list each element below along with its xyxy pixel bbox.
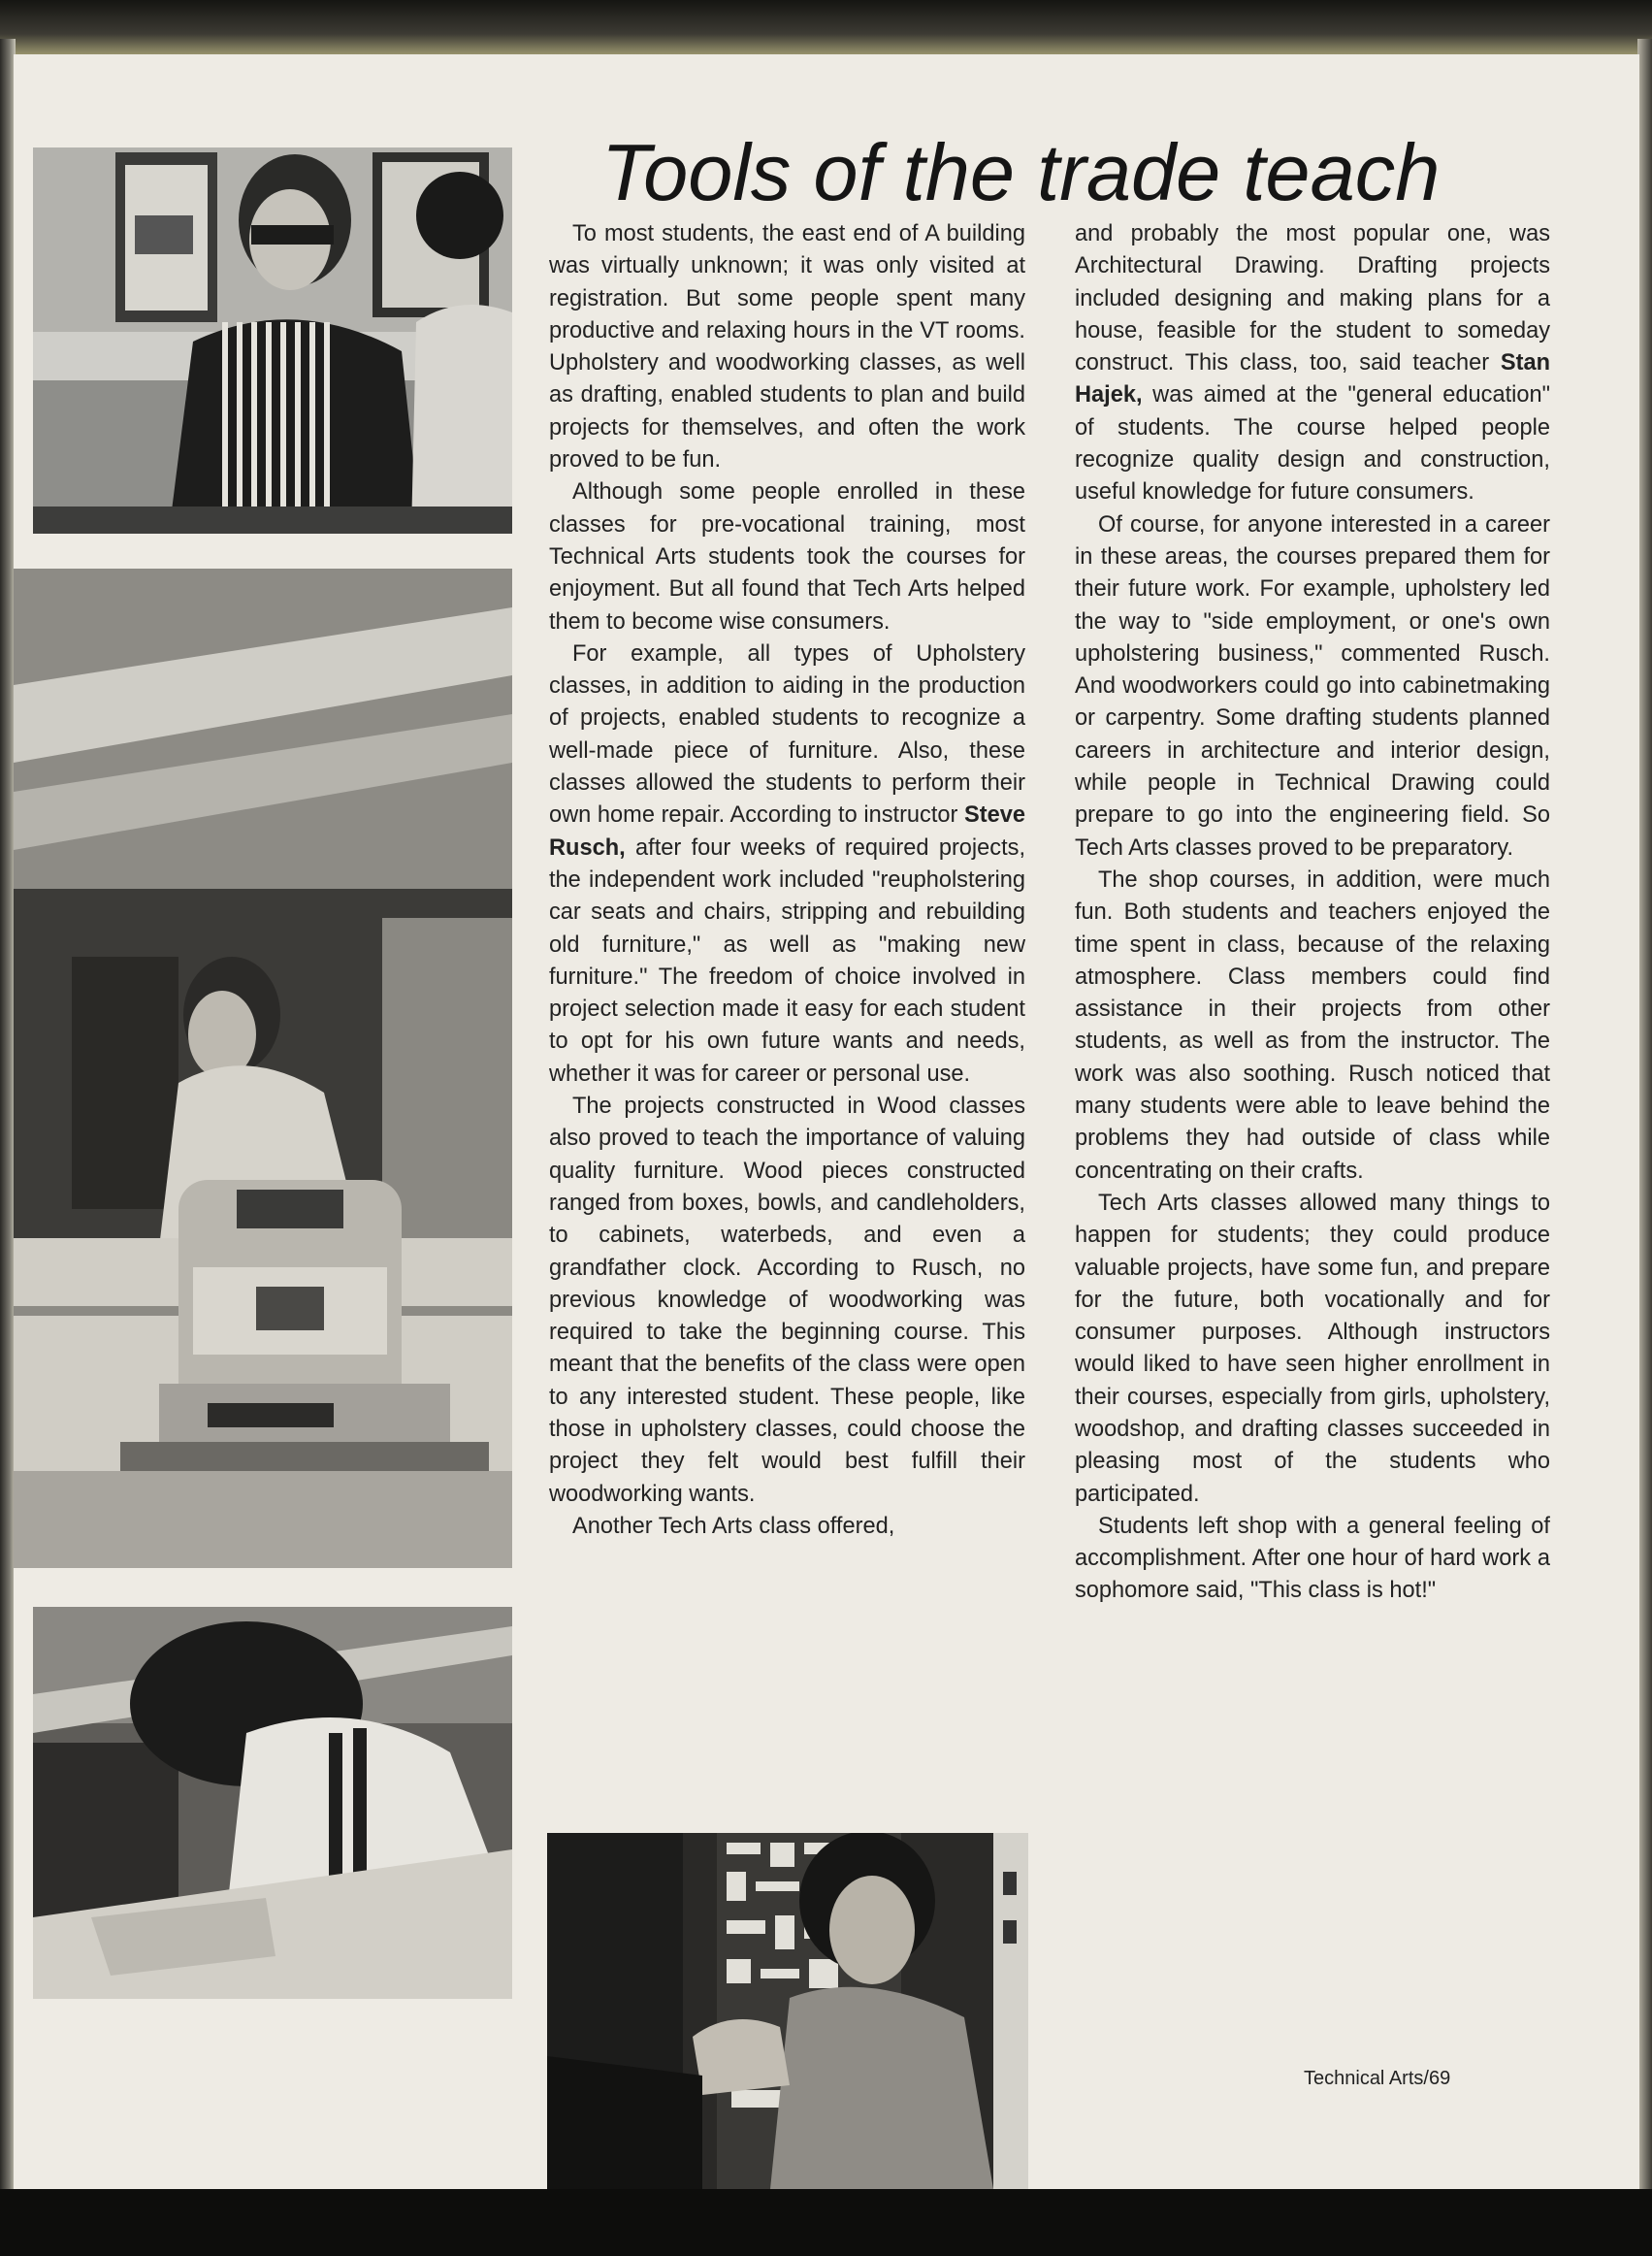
paragraph: Of course, for anyone interested in a career in these areas, the courses prepared them for their future work. For example, upholstery led the way to "side employment, or one's own upholstering business," commented Rusch. And woodworkers could go into cabinetmaking or carpentry. Some drafting students planned careers in architecture and interior design, while people in Technical Drawing could prepare to go into the engineering field. So Tech Arts classes proved to be preparatory.: [1075, 511, 1550, 861]
teacher-name: Stan Hajek,: [1075, 350, 1550, 409]
scan-bottom-border: [0, 2189, 1652, 2256]
scan-top-border: [0, 0, 1652, 56]
paragraph: Tech Arts classes allowed many things to happen for students; they could produce valuable projects, have some fun, and prepare for the future, both vocationally and for consumer purposes. Although instructors would liked to have seen higher enrollment in their courses, especially from girls, upholstery, woodshop, and drafting classes succeeded in pleasing most of the students who participated.: [1075, 1190, 1550, 1507]
yearbook-page: [14, 54, 1639, 2189]
photo-apron-student: [33, 147, 512, 534]
photo-drafting-student-image: [33, 1607, 512, 1999]
paragraph-text: after four weeks of required projects, the independent work included "reupholstering car seats and chairs, stripping and rebuilding old furniture," as well as "making new furniture." The freedom of choice involved in project selection made it easy for each student to opt for his own future wants and needs, whether it was for career or personal use.: [549, 834, 1025, 1087]
paragraph: To most students, the east end of A building was virtually unknown; it was only visited at registration. But some people spent many productive and relaxing hours in the VT rooms. Upholstery and woodworking classes, as well as drafting, enabled students to plan and build projects for themselves, and often the work proved to be fun.: [549, 221, 1025, 474]
photo-drafting-student: [33, 1607, 512, 1999]
paragraph: Although some people enrolled in these classes for pre-vocational training, most Technical Arts students took the courses for enjoyment. But all found that Tech Arts helped them to become wise consumers.: [549, 479, 1025, 635]
instructor-name: Steve Rusch,: [549, 802, 1025, 861]
photo-workbench-student: [547, 1833, 1028, 2189]
paragraph-text: and probably the most popular one, was Architectural Drawing. Drafting projects included designing and making plans for a house, feasible for the student to someday construct. This class, too, said teacher: [1075, 221, 1550, 376]
page-title: Tools of the trade teach: [601, 127, 1441, 217]
paragraph-text: was aimed at the "general education" of students. The course helped people recognize quality design and construction, useful knowledge for future consumers.: [1075, 382, 1550, 506]
photo-workbench-student-image: [547, 1833, 1028, 2189]
paragraph: Students left shop with a general feeling of accomplishment. After one hour of hard work a sophomore said, "This class is hot!": [1075, 1513, 1550, 1604]
photo-sander-worker: [14, 569, 512, 1568]
photo-sander-worker-image: [14, 569, 512, 1568]
photo-apron-student-image: [33, 147, 512, 534]
paragraph-text: For example, all types of Upholstery classes, in addition to aiding in the production of projects, enabled students to recognize a well-made piece of furniture. Also, these classes allowed the students to perform their own home repair. According to instructor: [549, 640, 1025, 829]
paragraph: [1075, 218, 1550, 509]
paragraph: The projects constructed in Wood classes also proved to teach the importance of valuing quality furniture. Wood pieces constructed ranged from boxes, bowls, and candleholders, to cabinets, waterbeds, and even a grandfather clock. According to Rusch, no previous knowledge of woodworking was required to take the beginning course. This meant that the benefits of the class were open to any interested student. These people, like those in upholstery classes, could choose the project they felt would best fulfill their woodworking wants.: [549, 1094, 1025, 1507]
paragraph: [549, 638, 1025, 1091]
paragraph: Another Tech Arts class offered,: [572, 1513, 895, 1539]
article-column-1: [549, 218, 1025, 1543]
page-folio: Technical Arts/69: [1304, 2068, 1451, 2089]
scan-right-border: [1637, 39, 1652, 2193]
article-column-2: [1075, 218, 1550, 1608]
paragraph: The shop courses, in addition, were much fun. Both students and teachers enjoyed the time spent in class, because of the relaxing atmosphere. Class members could find assistance in their projects from other students, as well as from the instructor. The work was also soothing. Rusch noticed that many students were able to leave behind the problems they had outside of class while concentrating on their crafts.: [1075, 866, 1550, 1184]
